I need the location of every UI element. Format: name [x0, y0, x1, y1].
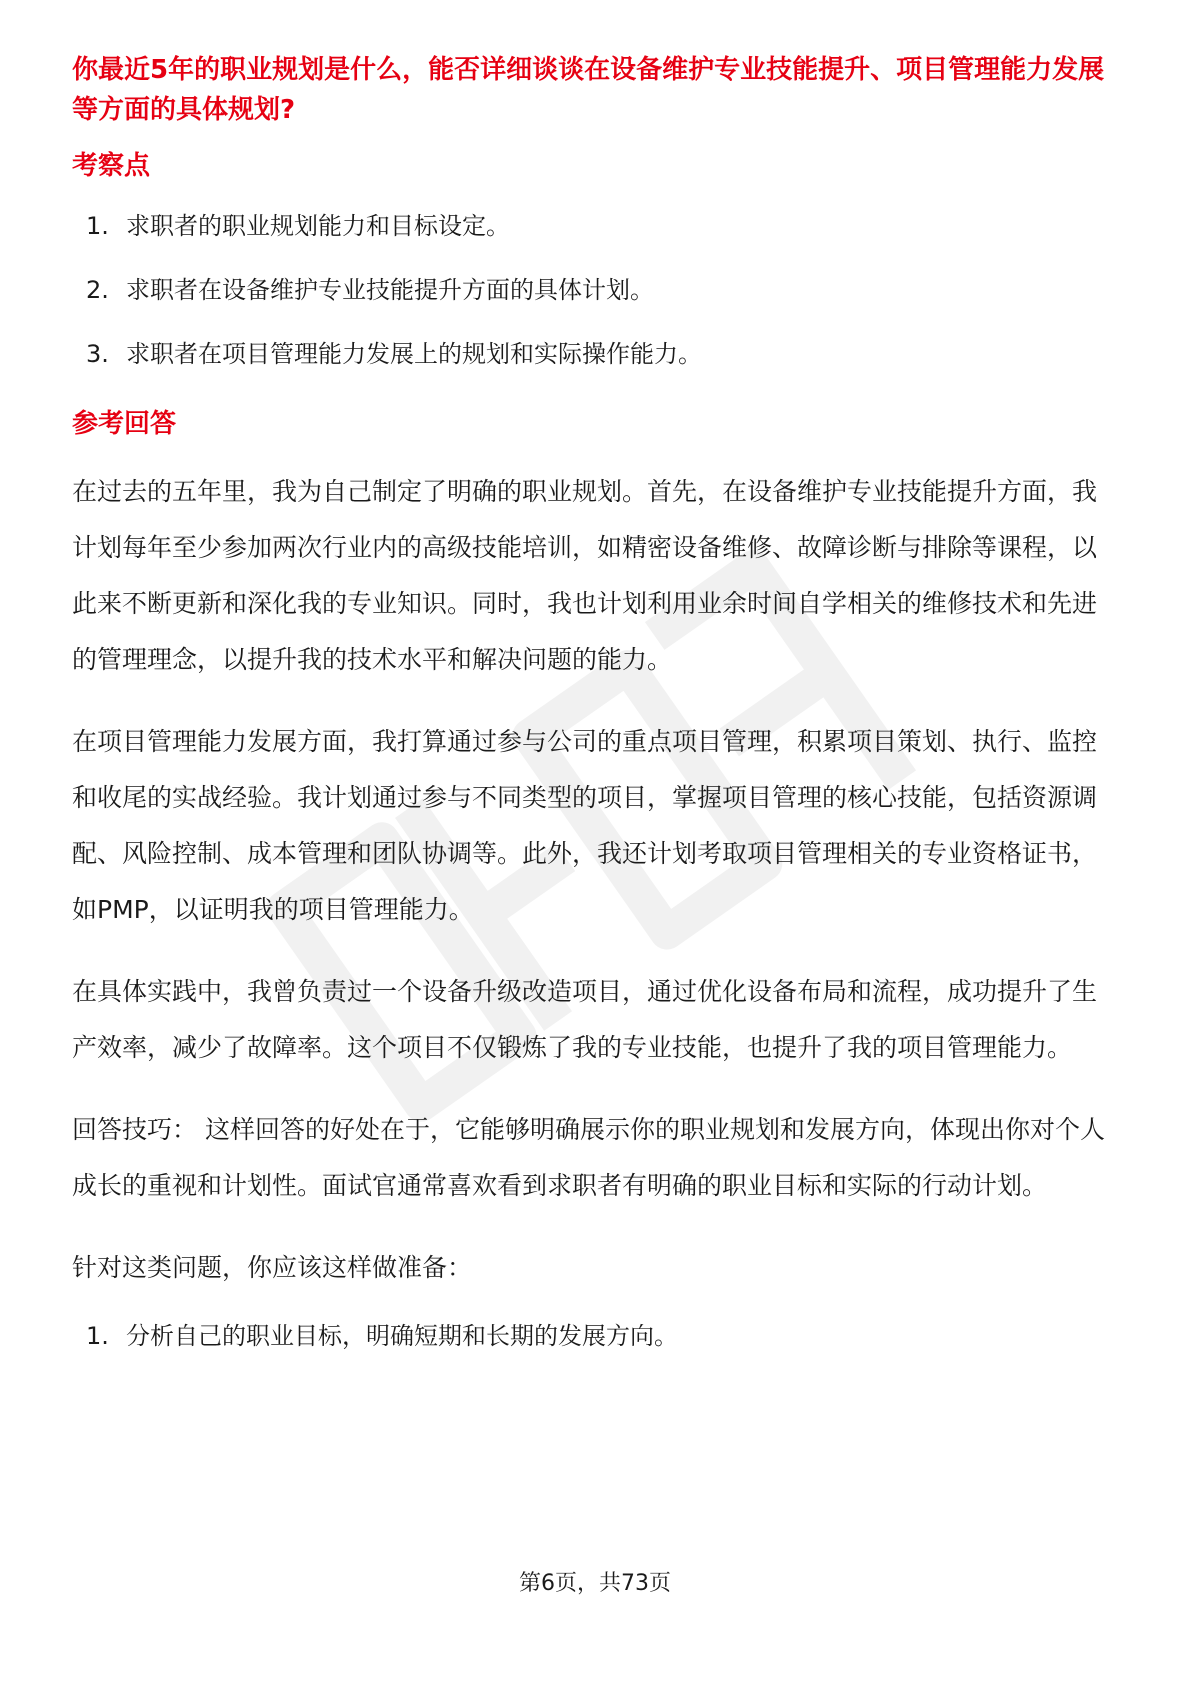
- list-number: 1.: [86, 212, 109, 240]
- list-item: [72, 334, 1118, 374]
- points-heading: 考察点: [72, 151, 151, 181]
- list-number: 1.: [86, 1322, 109, 1350]
- main-content: [72, 50, 1118, 1356]
- list-item: [72, 206, 1118, 246]
- list-text: 分析自己的职业目标，明确短期和长期的发展方向。: [126, 1322, 678, 1350]
- list-text: 求职者在设备维护专业技能提升方面的具体计划。: [126, 276, 654, 304]
- list-number: 3.: [86, 340, 109, 368]
- answer-heading: 参考回答: [72, 409, 177, 439]
- list-text: 求职者的职业规划能力和目标设定。: [126, 212, 510, 240]
- answer-paragraph: 在过去的五年里，我为自己制定了明确的职业规划。首先，在设备维护专业技能提升方面，我计划每年至少参加两次行业内的高级技能培训，如精密设备维修、故障诊断与排除等课程，以此来不断更新和深化我的专业知识。同时，我也计划利用业余时间自学相关的维修技术和先进的管理理念，以提升我的技术水平和解决问题的能力。: [72, 477, 1098, 674]
- tips-paragraph: 回答技巧： 这样回答的好处在于，它能够明确展示你的职业规划和发展方向，体现出你对个人成长的重视和计划性。面试官通常喜欢看到求职者有明确的职业目标和实际的行动计划。: [72, 1115, 1105, 1200]
- list-text: 求职者在项目管理能力发展上的规划和实际操作能力。: [126, 340, 702, 368]
- list-item: [72, 270, 1118, 310]
- question-title: 你最近5年的职业规划是什么，能否详细谈谈在设备维护专业技能提升、项目管理能力发展等方面的具体规划?: [72, 55, 1105, 125]
- answer-paragraph: 在项目管理能力发展方面，我打算通过参与公司的重点项目管理，积累项目策划、执行、监控和收尾的实战经验。我计划通过参与不同类型的项目，掌握项目管理的核心技能，包括资源调配、风险控制、成本管理和团队协调等。此外，我还计划考取项目管理相关的专业资格证书，如PMP，以证明我的项目管理能力。: [72, 727, 1098, 924]
- page-number: 第6页，共73页: [519, 1571, 671, 1596]
- list-item: [72, 1316, 1118, 1356]
- prep-list: [72, 1316, 1118, 1356]
- list-number: 2.: [86, 276, 109, 304]
- answer-paragraph: 在具体实践中，我曾负责过一个设备升级改造项目，通过优化设备布局和流程，成功提升了生产效率，减少了故障率。这个项目不仅锻炼了我的专业技能，也提升了我的项目管理能力。: [72, 977, 1098, 1062]
- prep-intro: 针对这类问题，你应该这样做准备：: [72, 1253, 473, 1282]
- points-list: [72, 206, 1118, 374]
